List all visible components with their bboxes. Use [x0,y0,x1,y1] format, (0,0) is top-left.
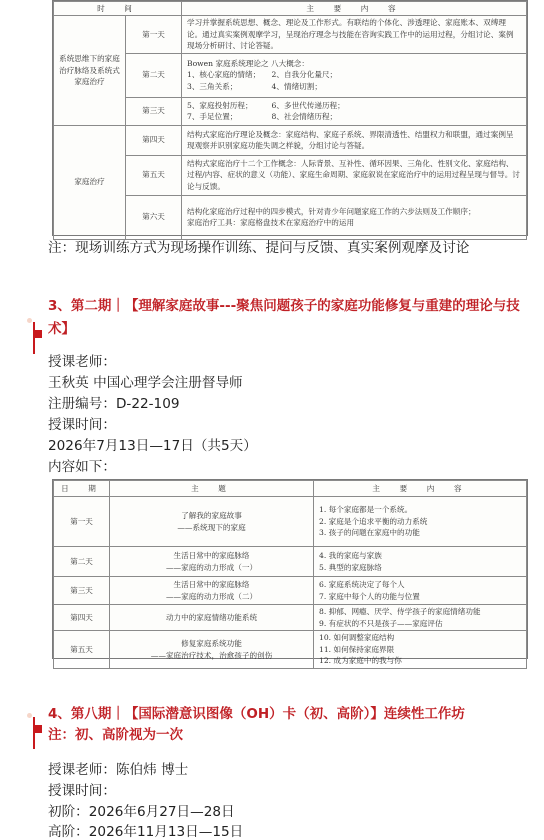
table2-content: 10. 如何调整家庭结构 11. 如何保持家庭界限 12. 成为家庭中的我与你 [314,631,527,669]
teacher-name: 王秋英 中国心理学会注册督导师 [48,375,243,391]
table1-group-label: 系统思维下的家庭治疗脉络及系统式家庭治疗 [54,16,126,126]
table2-header-content: 主 要 内 容 [314,481,527,497]
table2-content: 6. 家庭系统决定了每个人 7. 家庭中每个人的功能与位置 [314,577,527,605]
table2-theme: 修复家庭系统功能 ——家庭治疗技术，治愈孩子的创伤 [110,631,314,669]
table1-content: 结构式家庭治疗理论及概念：家庭结构、家庭子系统、界限清透性、结盟权力和联盟，通过案例呈现观察并识别家庭功能失调之样貌，分组讨论与答疑。 [182,125,527,155]
table2-day: 第四天 [54,605,110,631]
table1-content: Bowen 家庭系统理论之 八大概念： 1、核心家庭的情绪； 2、自我分化量尺； 3、三角关系； 4、情绪切割； [182,53,527,97]
schedule-table-2 [52,479,528,666]
table1-header-time: 时 间 [54,2,182,16]
table2-day: 第二天 [54,547,110,577]
advanced-course-dates: 高阶：2026年11月13日—15日 [48,824,244,840]
table1-content: 5、家庭投射历程； 6、多世代传递历程； 7、手足位置； 8、社会情绪历程； [182,97,527,125]
table2-header-theme: 主 题 [110,481,314,497]
table1-header-content: 主 要 内 容 [182,2,527,16]
table2-theme: 生活日常中的家庭脉络 ——家庭的动力形成（二） [110,577,314,605]
table2-theme: 了解我的家庭故事 ——系统现下的家庭 [110,497,314,547]
content-label: 内容如下： [48,459,116,475]
table1-content: 结构化家庭治疗过程中的四步模式，针对青少年问题家庭工作的六步法则及工作顺序； 家庭治疗工具：家庭格盘技术在家庭治疗中的运用 [182,195,527,239]
schedule-table-1 [52,0,528,236]
section-4-subtitle: 注：初、高阶视为一次 [48,727,183,743]
basic-course-dates: 初阶：2026年6月27日—28日 [48,804,235,820]
table1-day: 第一天 [126,16,182,54]
table1-day: 第六天 [126,195,182,239]
section-3-title: 3、第二期｜【理解家庭故事---聚焦问题孩子的家庭功能修复与重建的理论与技术】 [48,298,520,337]
table1-day: 第五天 [126,155,182,195]
table2-day: 第五天 [54,631,110,669]
time-label: 授课时间： [48,783,116,799]
table2-content: 8. 抑郁、网瘾、厌学、侍学孩子的家庭情绪功能 9. 有症状的不只是孩子——家庭评估 [314,605,527,631]
table1-content: 结构式家庭治疗十二个工作概念：人际背景、互补性、循环因果、三角化、性别文化、家庭结构、过程/内容、症状的意义（功能）、家庭生命周期、家庭叙说在家庭治疗中的运用过程呈现与督导。讨论与反馈。 [182,155,527,195]
table2-header-date: 日 期 [54,481,110,497]
table1-group-label: 家庭治疗 [54,125,126,239]
table1-day: 第三天 [126,97,182,125]
table2-content: 1. 每个家庭都是一个系统。 2. 家庭是个追求平衡的动力系统 3. 孩子的问题在家庭中的功能 [314,497,527,547]
table2-day: 第三天 [54,577,110,605]
table1-day: 第二天 [126,53,182,97]
teacher-label: 授课老师： [48,354,116,370]
table1-day: 第四天 [126,125,182,155]
table2-content: 4. 我的家庭与家族 5. 典型的家庭脉络 [314,547,527,577]
teacher-name: 授课老师：陈伯炜 博士 [48,762,189,778]
time-label: 授课时间： [48,417,116,433]
training-note: 注：现场训练方式为现场操作训练、提问与反馈、真实案例观摩及讨论 [48,240,470,256]
registration-number: 注册编号：D-22-109 [48,396,180,412]
section-4-title: 4、第八期｜【国际潜意识图像（OH）卡（初、高阶）】连续性工作坊 [48,706,465,722]
table2-theme: 动力中的家庭情绪功能系统 [110,605,314,631]
table2-day: 第一天 [54,497,110,547]
table2-theme: 生活日常中的家庭脉络 ——家庭的动力形成（一） [110,547,314,577]
table1-content: 学习并掌握系统思想、概念、理论及工作形式。有联结的个体化、涉透理论、家庭账本、双缚理论。通过真实案例观摩学习，呈现治疗理念与技能在咨询实践工作中的运用过程，分组讨论、案例现场分析研讨、讨论答疑。 [182,16,527,54]
course-dates: 2026年7月13日—17日（共5天） [48,438,257,454]
